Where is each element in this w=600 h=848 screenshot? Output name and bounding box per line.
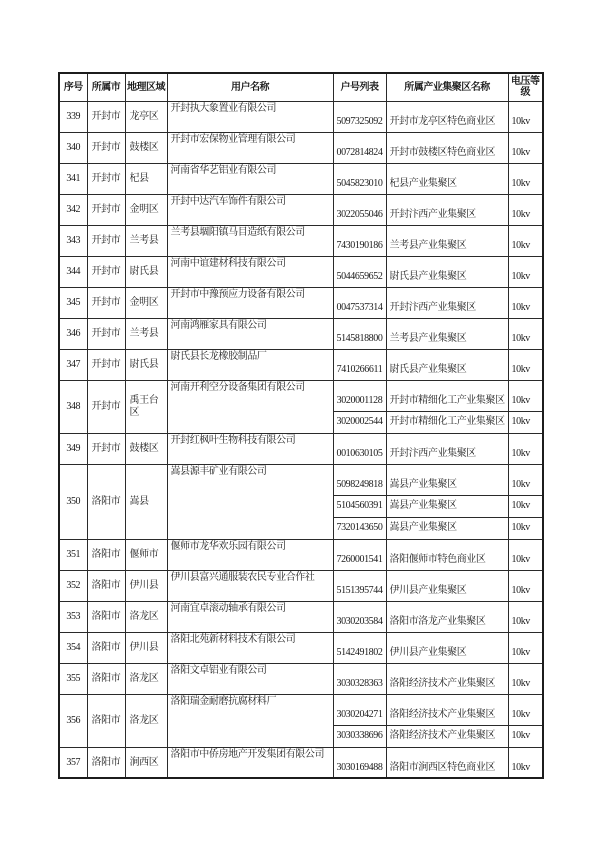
cell-city: 洛阳市 bbox=[87, 694, 125, 747]
cell-city: 开封市 bbox=[87, 132, 125, 163]
cell-city: 洛阳市 bbox=[87, 539, 125, 570]
cell-user-name: 开封执大象置业有限公司 bbox=[167, 101, 333, 132]
cell-account-id: 3020002544 bbox=[333, 411, 386, 433]
col-header-serial: 序号 bbox=[59, 73, 87, 101]
cell-cluster-name: 尉氏县产业集聚区 bbox=[386, 349, 508, 380]
cell-account-id: 7410266611 bbox=[333, 349, 386, 380]
cell-region: 鼓楼区 bbox=[125, 132, 167, 163]
cell-region: 金明区 bbox=[125, 287, 167, 318]
cell-account-id: 5045823010 bbox=[333, 163, 386, 194]
cell-city: 洛阳市 bbox=[87, 464, 125, 539]
cell-serial: 342 bbox=[59, 194, 87, 225]
cell-serial: 345 bbox=[59, 287, 87, 318]
cell-voltage: 10kv bbox=[508, 725, 543, 747]
col-header-region: 地理区域 bbox=[125, 73, 167, 101]
cell-region: 洛龙区 bbox=[125, 601, 167, 632]
table-row bbox=[59, 632, 543, 663]
cell-user-name: 河南宜卓滚动轴承有限公司 bbox=[167, 601, 333, 632]
cell-cluster-name: 杞县产业集聚区 bbox=[386, 163, 508, 194]
cell-city: 开封市 bbox=[87, 287, 125, 318]
cell-region: 杞县 bbox=[125, 163, 167, 194]
cell-voltage: 10kv bbox=[508, 601, 543, 632]
table-row bbox=[59, 349, 543, 380]
user-table-body bbox=[59, 101, 543, 778]
cell-voltage: 10kv bbox=[508, 132, 543, 163]
cell-region: 兰考县 bbox=[125, 318, 167, 349]
cell-user-name: 开封中达汽车饰件有限公司 bbox=[167, 194, 333, 225]
cell-city: 洛阳市 bbox=[87, 632, 125, 663]
cell-city: 洛阳市 bbox=[87, 570, 125, 601]
cell-city: 洛阳市 bbox=[87, 601, 125, 632]
cell-city: 洛阳市 bbox=[87, 663, 125, 694]
cell-account-id: 5044659652 bbox=[333, 256, 386, 287]
cell-serial: 346 bbox=[59, 318, 87, 349]
cell-region: 洛龙区 bbox=[125, 663, 167, 694]
cell-account-id: 3020001128 bbox=[333, 380, 386, 411]
cell-cluster-name: 开封市精细化工产业集聚区 bbox=[386, 380, 508, 411]
cell-cluster-name: 洛阳市洛龙产业集聚区 bbox=[386, 601, 508, 632]
table-row bbox=[59, 101, 543, 132]
col-header-city: 所属市 bbox=[87, 73, 125, 101]
cell-cluster-name: 洛阳经济技术产业集聚区 bbox=[386, 725, 508, 747]
cell-cluster-name: 洛阳经济技术产业集聚区 bbox=[386, 694, 508, 725]
table-row bbox=[59, 256, 543, 287]
cell-cluster-name: 伊川县产业集聚区 bbox=[386, 570, 508, 601]
cell-region: 伊川县 bbox=[125, 570, 167, 601]
table-row bbox=[59, 225, 543, 256]
cell-account-id: 3030203584 bbox=[333, 601, 386, 632]
cell-region: 涧西区 bbox=[125, 747, 167, 778]
col-header-cluster-name: 所属产业集聚区名称 bbox=[386, 73, 508, 101]
table-row bbox=[59, 287, 543, 318]
table-row bbox=[59, 433, 543, 464]
cell-user-name: 河南鸿雁家具有限公司 bbox=[167, 318, 333, 349]
cell-cluster-name: 开封汴西产业集聚区 bbox=[386, 433, 508, 464]
cell-voltage: 10kv bbox=[508, 570, 543, 601]
cell-voltage: 10kv bbox=[508, 632, 543, 663]
cell-user-name: 开封市宏保物业管理有限公司 bbox=[167, 132, 333, 163]
cell-serial: 353 bbox=[59, 601, 87, 632]
table-row bbox=[59, 380, 543, 411]
cell-account-id: 7430190186 bbox=[333, 225, 386, 256]
cell-serial: 355 bbox=[59, 663, 87, 694]
table-row bbox=[59, 464, 543, 495]
cell-user-name: 洛阳北苑新材料技术有限公司 bbox=[167, 632, 333, 663]
cell-cluster-name: 洛阳市涧西区特色商业区 bbox=[386, 747, 508, 778]
cell-voltage: 10kv bbox=[508, 225, 543, 256]
cell-cluster-name: 伊川县产业集聚区 bbox=[386, 632, 508, 663]
cell-voltage: 10kv bbox=[508, 663, 543, 694]
table-row bbox=[59, 163, 543, 194]
cell-voltage: 10kv bbox=[508, 194, 543, 225]
cell-city: 开封市 bbox=[87, 380, 125, 433]
cell-serial: 349 bbox=[59, 433, 87, 464]
cell-account-id: 3030328363 bbox=[333, 663, 386, 694]
cell-region: 兰考县 bbox=[125, 225, 167, 256]
table-row bbox=[59, 194, 543, 225]
cell-region: 鼓楼区 bbox=[125, 433, 167, 464]
cell-account-id: 5098249818 bbox=[333, 464, 386, 495]
cell-account-id: 3030338696 bbox=[333, 725, 386, 747]
cell-account-id: 5145818800 bbox=[333, 318, 386, 349]
cell-voltage: 10kv bbox=[508, 163, 543, 194]
cell-cluster-name: 洛阳经济技术产业集聚区 bbox=[386, 663, 508, 694]
cell-voltage: 10kv bbox=[508, 101, 543, 132]
cell-region: 尉氏县 bbox=[125, 256, 167, 287]
cell-voltage: 10kv bbox=[508, 349, 543, 380]
table-row bbox=[59, 747, 543, 778]
cell-user-name: 洛阳文卓铝业有限公司 bbox=[167, 663, 333, 694]
cell-account-id: 3030204271 bbox=[333, 694, 386, 725]
cell-serial: 352 bbox=[59, 570, 87, 601]
cell-serial: 348 bbox=[59, 380, 87, 433]
cell-voltage: 10kv bbox=[508, 495, 543, 517]
table-row bbox=[59, 663, 543, 694]
cell-account-id: 5151395744 bbox=[333, 570, 386, 601]
cell-account-id: 0010630105 bbox=[333, 433, 386, 464]
cell-cluster-name: 嵩县产业集聚区 bbox=[386, 495, 508, 517]
cell-voltage: 10kv bbox=[508, 517, 543, 539]
cell-cluster-name: 开封汴西产业集聚区 bbox=[386, 287, 508, 318]
cell-user-name: 河南开利空分设备集团有限公司 bbox=[167, 380, 333, 433]
cell-region: 尉氏县 bbox=[125, 349, 167, 380]
table-row bbox=[59, 601, 543, 632]
cell-serial: 344 bbox=[59, 256, 87, 287]
cell-region: 嵩县 bbox=[125, 464, 167, 539]
col-header-voltage-level: 电压等级 bbox=[508, 73, 543, 101]
cell-account-id: 5104560391 bbox=[333, 495, 386, 517]
cell-serial: 339 bbox=[59, 101, 87, 132]
col-header-account-list: 户号列表 bbox=[333, 73, 386, 101]
cell-user-name: 河南省华艺铝业有限公司 bbox=[167, 163, 333, 194]
cell-serial: 356 bbox=[59, 694, 87, 747]
cell-cluster-name: 兰考县产业集聚区 bbox=[386, 318, 508, 349]
cell-user-name: 开封市中豫预应力设备有限公司 bbox=[167, 287, 333, 318]
cell-serial: 357 bbox=[59, 747, 87, 778]
cell-voltage: 10kv bbox=[508, 747, 543, 778]
cell-city: 洛阳市 bbox=[87, 747, 125, 778]
cell-city: 开封市 bbox=[87, 318, 125, 349]
cell-user-name: 偃师市龙华欢乐园有限公司 bbox=[167, 539, 333, 570]
cell-account-id: 5097325092 bbox=[333, 101, 386, 132]
cell-voltage: 10kv bbox=[508, 411, 543, 433]
cell-account-id: 7320143650 bbox=[333, 517, 386, 539]
cell-city: 开封市 bbox=[87, 256, 125, 287]
cell-serial: 343 bbox=[59, 225, 87, 256]
header-row bbox=[59, 73, 543, 101]
cell-serial: 347 bbox=[59, 349, 87, 380]
cell-user-name: 尉氏县长龙橡胶制品厂 bbox=[167, 349, 333, 380]
cell-serial: 341 bbox=[59, 163, 87, 194]
col-header-user-name: 用户名称 bbox=[167, 73, 333, 101]
cell-cluster-name: 开封市鼓楼区特色商业区 bbox=[386, 132, 508, 163]
cell-serial: 354 bbox=[59, 632, 87, 663]
cell-account-id: 3030169488 bbox=[333, 747, 386, 778]
cell-account-id: 5142491802 bbox=[333, 632, 386, 663]
cell-voltage: 10kv bbox=[508, 256, 543, 287]
cell-city: 开封市 bbox=[87, 163, 125, 194]
table-header bbox=[59, 73, 543, 101]
table-row bbox=[59, 539, 543, 570]
cell-city: 开封市 bbox=[87, 349, 125, 380]
cell-city: 开封市 bbox=[87, 225, 125, 256]
cell-cluster-name: 兰考县产业集聚区 bbox=[386, 225, 508, 256]
cell-region: 洛龙区 bbox=[125, 694, 167, 747]
cell-user-name: 洛阳瑞金耐磨抗腐材料厂 bbox=[167, 694, 333, 747]
cell-cluster-name: 洛阳偃师市特色商业区 bbox=[386, 539, 508, 570]
cell-user-name: 洛阳市中侨房地产开发集团有限公司 bbox=[167, 747, 333, 778]
cell-region: 禹王台区 bbox=[125, 380, 167, 433]
cell-user-name: 伊川县富兴通服装农民专业合作社 bbox=[167, 570, 333, 601]
industrial-cluster-user-table bbox=[58, 72, 544, 779]
table-row bbox=[59, 318, 543, 349]
cell-cluster-name: 尉氏县产业集聚区 bbox=[386, 256, 508, 287]
cell-city: 开封市 bbox=[87, 433, 125, 464]
cell-account-id: 0072814824 bbox=[333, 132, 386, 163]
cell-voltage: 10kv bbox=[508, 380, 543, 411]
cell-account-id: 7260001541 bbox=[333, 539, 386, 570]
cell-account-id: 0047537314 bbox=[333, 287, 386, 318]
cell-user-name: 河南中谊建材科技有限公司 bbox=[167, 256, 333, 287]
cell-voltage: 10kv bbox=[508, 694, 543, 725]
table-row bbox=[59, 694, 543, 725]
cell-region: 伊川县 bbox=[125, 632, 167, 663]
table-row bbox=[59, 132, 543, 163]
cell-voltage: 10kv bbox=[508, 287, 543, 318]
cell-cluster-name: 开封汴西产业集聚区 bbox=[386, 194, 508, 225]
cell-account-id: 3022055046 bbox=[333, 194, 386, 225]
table-row bbox=[59, 570, 543, 601]
cell-voltage: 10kv bbox=[508, 433, 543, 464]
cell-cluster-name: 开封市精细化工产业集聚区 bbox=[386, 411, 508, 433]
cell-user-name: 兰考县堌阳镇马目造纸有限公司 bbox=[167, 225, 333, 256]
cell-voltage: 10kv bbox=[508, 539, 543, 570]
cell-region: 龙亭区 bbox=[125, 101, 167, 132]
cell-serial: 351 bbox=[59, 539, 87, 570]
cell-user-name: 嵩县源丰矿业有限公司 bbox=[167, 464, 333, 539]
cell-cluster-name: 开封市龙亭区特色商业区 bbox=[386, 101, 508, 132]
cell-city: 开封市 bbox=[87, 194, 125, 225]
cell-cluster-name: 嵩县产业集聚区 bbox=[386, 464, 508, 495]
cell-cluster-name: 嵩县产业集聚区 bbox=[386, 517, 508, 539]
cell-serial: 340 bbox=[59, 132, 87, 163]
cell-region: 金明区 bbox=[125, 194, 167, 225]
cell-city: 开封市 bbox=[87, 101, 125, 132]
cell-region: 偃师市 bbox=[125, 539, 167, 570]
cell-voltage: 10kv bbox=[508, 318, 543, 349]
cell-user-name: 开封红枫叶生物科技有限公司 bbox=[167, 433, 333, 464]
cell-serial: 350 bbox=[59, 464, 87, 539]
cell-voltage: 10kv bbox=[508, 464, 543, 495]
